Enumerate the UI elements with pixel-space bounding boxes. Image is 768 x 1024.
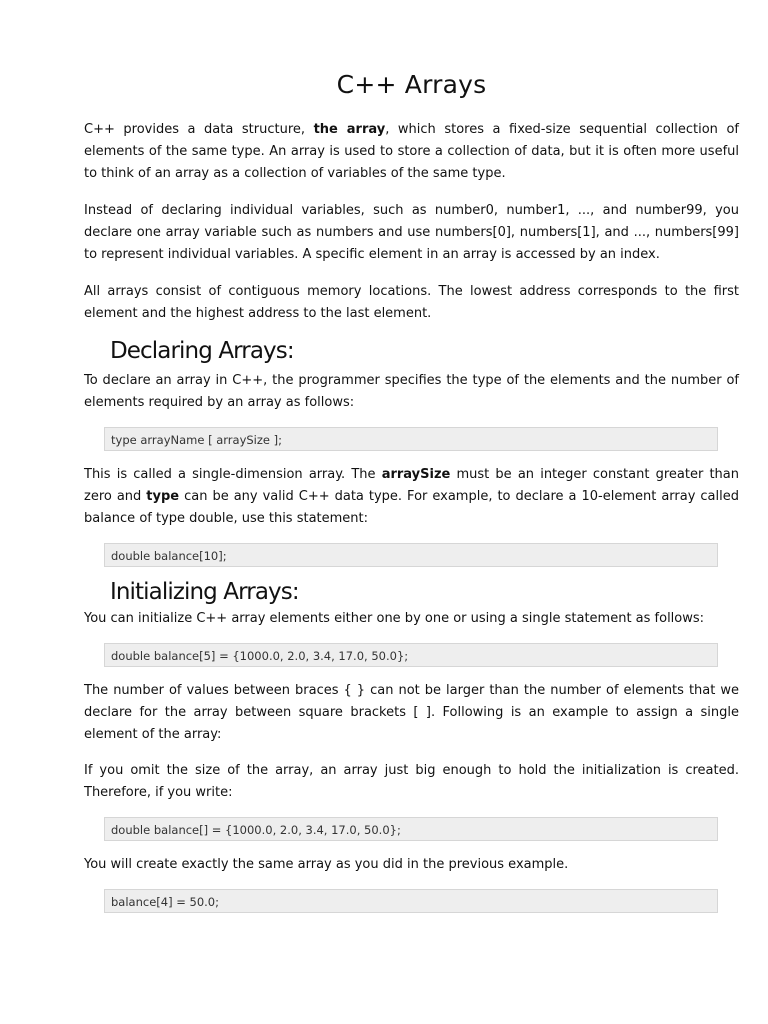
section-heading-declaring: Declaring Arrays: (110, 338, 294, 364)
code-block-declare-syntax: type arrayName [ arraySize ]; (104, 427, 718, 451)
code-block-declare-example: double balance[10]; (104, 543, 718, 567)
intro-paragraph-1-text-b: , which stores a fixed-size sequential collection of elements of the same type. An array is used to store a collection of data, but it is often more useful to think of an array as a collection of variables of the same type. (84, 122, 739, 181)
declaring-paragraph-1: To declare an array in C++, the programmer specifies the type of the elements and the number of elements required by an array as follows: (84, 373, 739, 410)
page-title: C++ Arrays (336, 70, 487, 99)
initializing-paragraph-3: If you omit the size of the array, an array just big enough to hold the initialization is created. Therefore, if you write: (84, 763, 739, 800)
declaring-paragraph-2-text-a: This is called a single-dimension array. The (84, 467, 382, 482)
initializing-paragraph-4: You will create exactly the same array as you did in the previous example. (84, 857, 569, 872)
code-block-initialize-sized: double balance[5] = {1000.0, 2.0, 3.4, 17.0, 50.0}; (104, 643, 718, 667)
intro-paragraph-3: All arrays consist of contiguous memory locations. The lowest address corresponds to the first element and the highest address to the last element. (84, 284, 739, 321)
code-block-assign-element: balance[4] = 50.0; (104, 889, 718, 913)
declaring-paragraph-2-bold-type: type (146, 489, 180, 504)
declaring-paragraph-2 (84, 464, 739, 530)
section-heading-initializing: Initializing Arrays: (110, 579, 299, 605)
declaring-paragraph-2-text-c: can be any valid C++ data type. For example, to declare a 10-element array called balance of type double, use this statement: (84, 489, 739, 526)
initializing-paragraph-2: The number of values between braces { } can not be larger than the number of elements that we declare for the array between square brackets [ ]. Following is an example to assign a single element of the array: (84, 683, 739, 742)
declaring-paragraph-2-bold-arraysize: arraySize (381, 467, 451, 482)
code-block-initialize-unsized: double balance[] = {1000.0, 2.0, 3.4, 17.0, 50.0}; (104, 817, 718, 841)
initializing-paragraph-1: You can initialize C++ array elements either one by one or using a single statement as follows: (84, 611, 705, 626)
intro-paragraph-1-bold: the array (313, 122, 386, 137)
intro-paragraph-2: Instead of declaring individual variables, such as number0, number1, ..., and number99, you declare one array variable such as numbers and use numbers[0], numbers[1], and ..., numbers[99] to represent individual variables. A specific element in an array is accessed by an index. (84, 203, 739, 262)
intro-paragraph-1 (84, 119, 739, 185)
intro-paragraph-1-text-a: C++ provides a data structure, (84, 122, 314, 137)
declaring-paragraph-2-text-b: must be an integer constant greater than zero and (84, 467, 739, 504)
document-page (84, 0, 739, 913)
